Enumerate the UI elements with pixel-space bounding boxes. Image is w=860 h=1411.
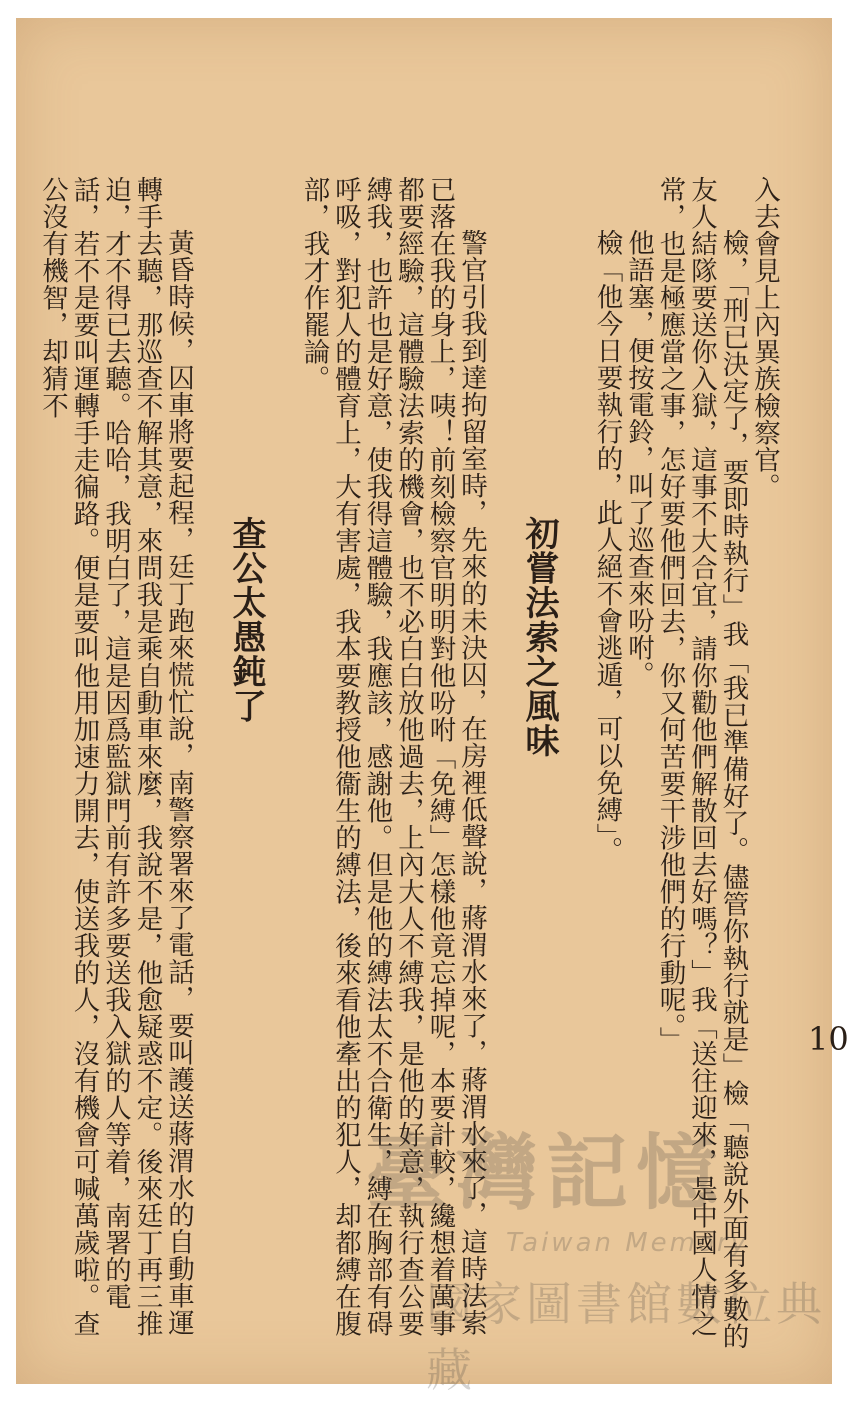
watermark-cn-title: 臺灣記憶 — [366, 1126, 727, 1221]
section-heading: 初嘗法索之風味 — [519, 516, 559, 758]
paragraph: 警官引我到達拘留室時，先來的未決囚，在房裡低聲說，蔣渭水來了，蔣渭水來了，這時法索已落在我的身上，咦！前刻檢察官明明對他吩咐「免縛」怎樣他竟忘掉呢，本要計較，纔想着萬事都要經驗，這體驗法索的機會，也不必白白放他過去，上內大人不縛我，是他的好意，執行查公要縛我，也許也是好意，使我得這體驗，我應該，感謝他。但是他的縛法太不合衛生，縛在胸部有碍呼吸，對犯人的體育上，大有害處，我本要教授他衞生的縛法，後來看他牽出的犯人，却都縛在腹部，我才作罷論。 — [298, 176, 487, 1337]
section-heading: 查公太愚鈍了 — [226, 516, 266, 723]
vertical-text-body — [37, 176, 781, 1356]
paragraph: 入去會見上內異族檢察官。 — [749, 176, 780, 500]
paragraph: 檢「他今日要執行的，此人絕不會逃遁，可以免縛」。 — [591, 229, 623, 864]
paragraph: 檢，「刑已決定了，要即時執行」我「我已準備好了。儘管你執行就是」檢「聽說外面有多數的友人結隊要送你入獄，這事不大合宜，請你勸他們解散回去好嗎？」我「送往迎來，是中國人情之常，也是極應當之事，怎好要他們回去，你又何苦要干涉他們的行動呢。」 — [654, 176, 749, 1350]
paragraph: 黃昏時候，囚車將要起程，廷丁跑來慌忙說，南警察署來了電話，要叫護送蔣渭水的自動車運轉手去聽，那巡查不解其意，來問我是乘自動車來麼，我說不是，他愈疑惑不定。後來廷丁再三推迫，才不得已去聽。哈哈，我明白了，這是因爲監獄門前有許多要送我入獄的人等着，南署的電話，若不是要叫運轉手走徧路。便是要叫他用加速力開去，使送我的人，沒有機會可喊萬歲啦。查公沒有機智，却猜不 — [37, 176, 194, 1337]
watermark-en-title: Taiwan Memory — [506, 1228, 749, 1258]
page-number: 10 — [808, 1020, 849, 1058]
paragraph: 他語塞，便按電鈴，叫了巡查來吩咐。 — [623, 229, 654, 688]
book-page — [16, 18, 849, 1397]
watermark-subtitle: 國家圖書館數位典藏 — [426, 1277, 826, 1397]
